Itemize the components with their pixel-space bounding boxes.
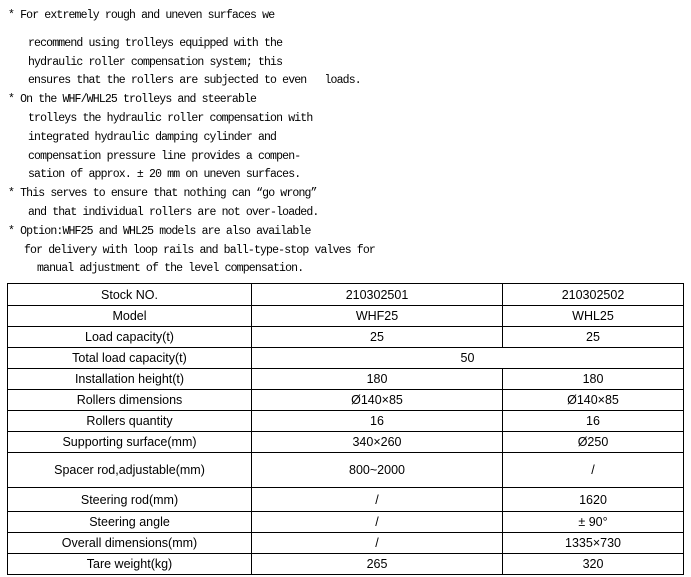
row-value-merged: 50 bbox=[252, 348, 684, 369]
row-value-col1: / bbox=[252, 533, 503, 554]
table-row bbox=[8, 453, 684, 488]
table-row bbox=[8, 488, 684, 512]
note-line: hydraulic roller compensation system; this bbox=[28, 55, 283, 69]
table-row bbox=[8, 512, 684, 533]
table-row bbox=[8, 554, 684, 575]
row-value-col1: WHF25 bbox=[252, 306, 503, 327]
row-value-col1: 800~2000 bbox=[252, 453, 503, 488]
note-line: trolleys the hydraulic roller compensation with bbox=[28, 111, 313, 125]
note-line: * This serves to ensure that nothing can “go wrong” bbox=[8, 187, 317, 201]
row-label: Model bbox=[8, 306, 252, 327]
row-value-col1: / bbox=[252, 512, 503, 533]
row-value-col2: 180 bbox=[503, 369, 684, 390]
notes-block bbox=[0, 0, 691, 279]
table-row bbox=[8, 348, 684, 369]
row-value-col1: 16 bbox=[252, 411, 503, 432]
note-line: for delivery with loop rails and ball-type-stop valves for bbox=[24, 243, 375, 257]
row-value-col1: 210302501 bbox=[252, 284, 503, 306]
row-label: Rollers dimensions bbox=[8, 390, 252, 411]
row-value-col1: Ø140×85 bbox=[252, 390, 503, 411]
note-line: and that individual rollers are not over-loaded. bbox=[28, 205, 319, 219]
row-value-col1: 265 bbox=[252, 554, 503, 575]
table-row bbox=[8, 327, 684, 348]
table-row bbox=[8, 284, 684, 306]
note-line: compensation pressure line provides a compen- bbox=[28, 149, 301, 163]
row-value-col2: 1335×730 bbox=[503, 533, 684, 554]
row-label: Steering rod(mm) bbox=[8, 488, 252, 512]
row-value-col2: 16 bbox=[503, 411, 684, 432]
row-value-col1: 340×260 bbox=[252, 432, 503, 453]
table-row bbox=[8, 411, 684, 432]
row-value-col2: 25 bbox=[503, 327, 684, 348]
row-label: Supporting surface(mm) bbox=[8, 432, 252, 453]
row-value-col2: Ø250 bbox=[503, 432, 684, 453]
row-value-col2: / bbox=[503, 453, 684, 488]
row-value-col1: 180 bbox=[252, 369, 503, 390]
table-row bbox=[8, 432, 684, 453]
note-line: ensures that the rollers are subjected to even loads. bbox=[28, 74, 361, 88]
spec-table bbox=[7, 283, 684, 575]
row-value-col2: WHL25 bbox=[503, 306, 684, 327]
row-label: Steering angle bbox=[8, 512, 252, 533]
note-line: * Option:WHF25 and WHL25 models are also available bbox=[8, 224, 311, 238]
row-value-col1: 25 bbox=[252, 327, 503, 348]
row-value-col2: Ø140×85 bbox=[503, 390, 684, 411]
row-value-col2: 1620 bbox=[503, 488, 684, 512]
note-line: integrated hydraulic damping cylinder and bbox=[28, 130, 277, 144]
row-label: Total load capacity(t) bbox=[8, 348, 252, 369]
row-label: Rollers quantity bbox=[8, 411, 252, 432]
table-row bbox=[8, 533, 684, 554]
note-line: * On the WHF/WHL25 trolleys and steerable bbox=[8, 93, 257, 107]
note-line: sation of approx. ± 20 mm on uneven surfaces. bbox=[28, 168, 301, 182]
table-row bbox=[8, 306, 684, 327]
row-label: Load capacity(t) bbox=[8, 327, 252, 348]
row-label: Installation height(t) bbox=[8, 369, 252, 390]
note-line: manual adjustment of the level compensation. bbox=[37, 262, 304, 276]
row-label: Tare weight(kg) bbox=[8, 554, 252, 575]
table-row bbox=[8, 369, 684, 390]
row-value-col2: ± 90° bbox=[503, 512, 684, 533]
row-label: Stock NO. bbox=[8, 284, 252, 306]
note-line: recommend using trolleys equipped with the bbox=[28, 36, 283, 50]
table-row bbox=[8, 390, 684, 411]
row-value-col2: 210302502 bbox=[503, 284, 684, 306]
row-label: Spacer rod,adjustable(mm) bbox=[8, 453, 252, 488]
row-value-col2: 320 bbox=[503, 554, 684, 575]
row-value-col1: / bbox=[252, 488, 503, 512]
note-line: * For extremely rough and uneven surfaces we bbox=[8, 9, 275, 22]
row-label: Overall dimensions(mm) bbox=[8, 533, 252, 554]
